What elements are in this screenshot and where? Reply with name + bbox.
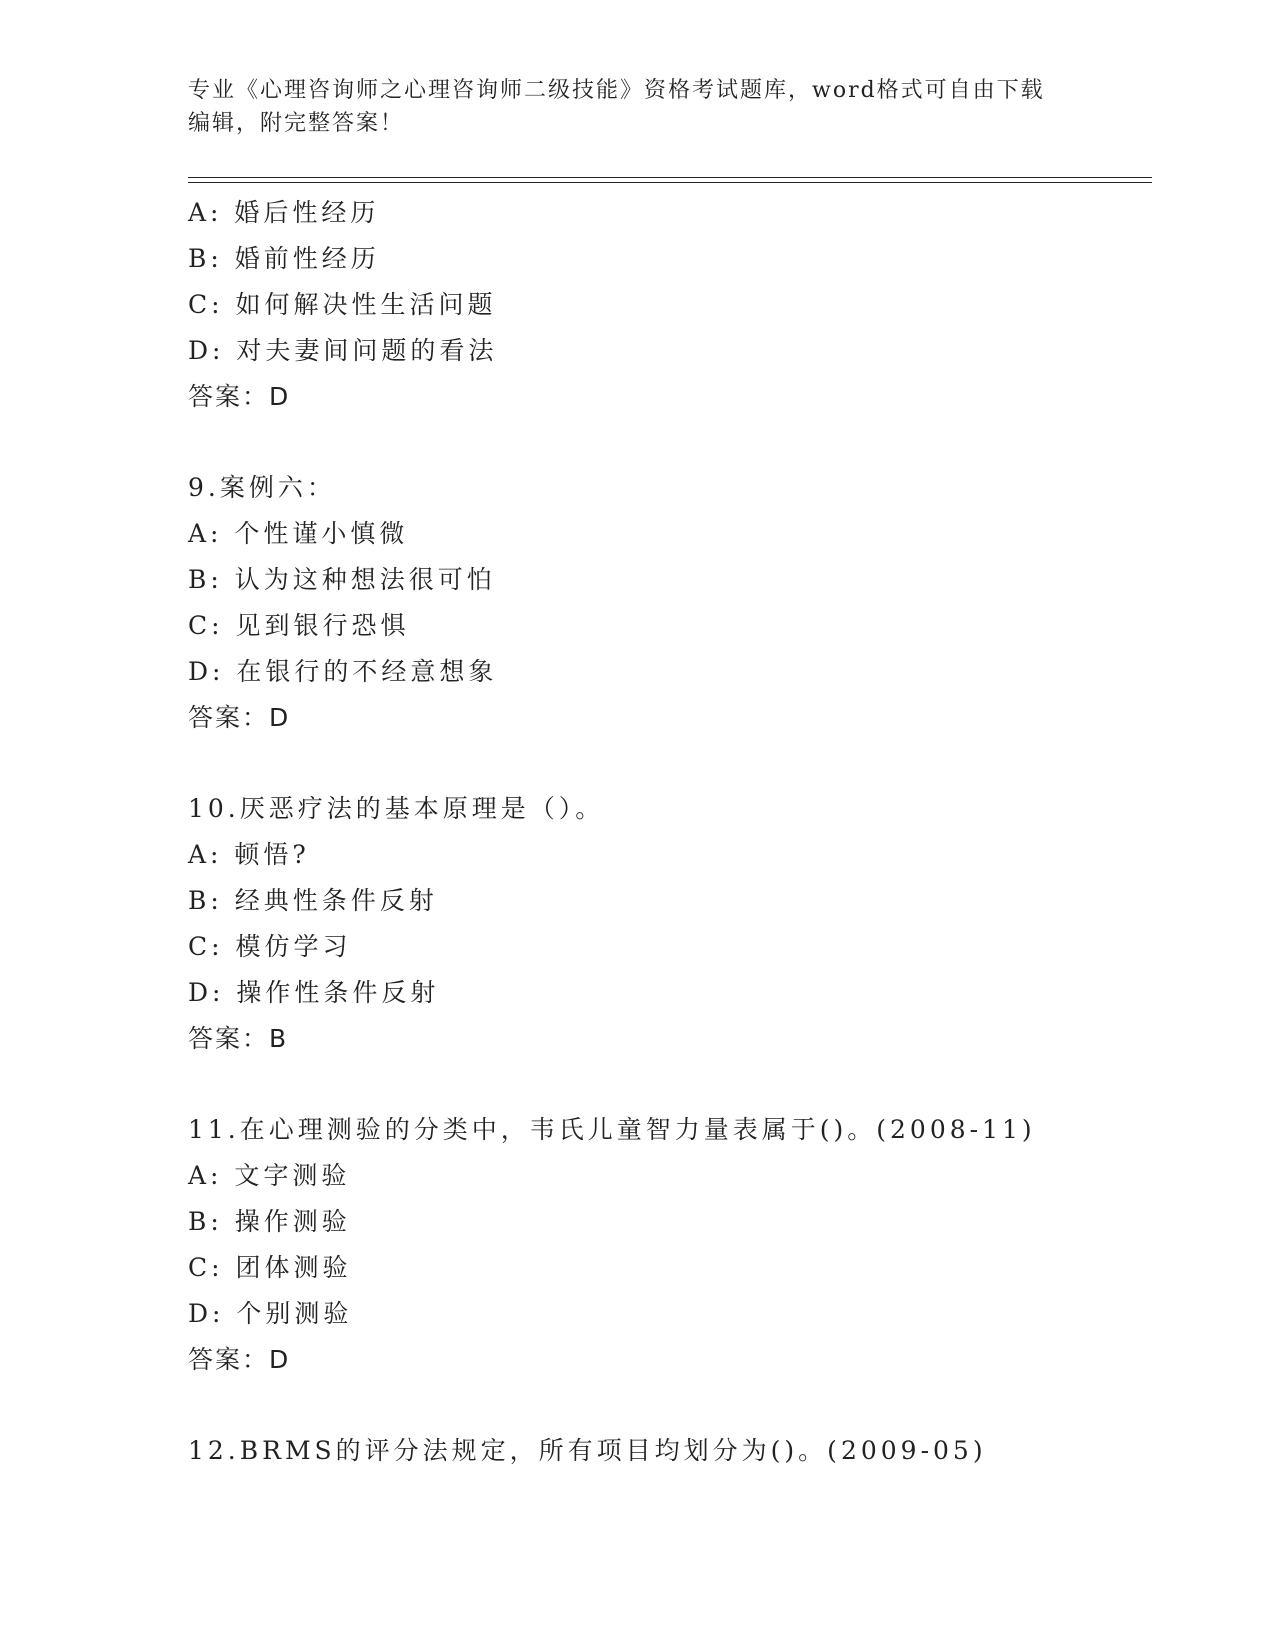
- option-d: D: 对夫妻间问题的看法: [188, 336, 498, 365]
- header-divider-top: [188, 177, 1152, 178]
- answer-line: 答案：B: [188, 1024, 289, 1053]
- option-b: B: 经典性条件反射: [188, 886, 438, 915]
- document-header: [188, 74, 1088, 140]
- option-a: A: 顿悟?: [188, 840, 310, 869]
- option-a: A: 婚后性经历: [188, 198, 380, 227]
- option-c: C: 如何解决性生活问题: [188, 290, 497, 319]
- header-line-2: 编辑，附完整答案！: [188, 111, 405, 136]
- question-10: [188, 786, 1148, 1062]
- question-title: 10.厌恶疗法的基本原理是（）。: [188, 794, 605, 823]
- answer-line: 答案：D: [188, 703, 291, 732]
- option-b: B: 婚前性经历: [188, 244, 380, 273]
- header-divider-bottom: [188, 182, 1152, 183]
- question-list: [188, 190, 1148, 1474]
- question-12: [188, 1428, 1148, 1474]
- continued-question: [188, 190, 1148, 420]
- answer-line: 答案：D: [188, 382, 291, 411]
- option-d: D: 在银行的不经意想象: [188, 657, 498, 686]
- option-c: C: 模仿学习: [188, 932, 352, 961]
- question-9: [188, 465, 1148, 741]
- option-b: B: 认为这种想法很可怕: [188, 565, 496, 594]
- option-d: D: 操作性条件反射: [188, 978, 440, 1007]
- option-b: B: 操作测验: [188, 1207, 351, 1236]
- answer-line: 答案：D: [188, 1345, 291, 1374]
- question-title: 11.在心理测验的分类中，韦氏儿童智力量表属于()。(2008-11): [188, 1115, 1036, 1144]
- option-a: A: 个性谨小慎微: [188, 519, 409, 548]
- option-a: A: 文字测验: [188, 1161, 351, 1190]
- option-d: D: 个别测验: [188, 1299, 353, 1328]
- option-c: C: 团体测验: [188, 1253, 352, 1282]
- question-title: 9.案例六：: [188, 473, 336, 502]
- option-c: C: 见到银行恐惧: [188, 611, 410, 640]
- header-line-1: 专业《心理咨询师之心理咨询师二级技能》资格考试题库，word格式可自由下载: [188, 78, 1045, 103]
- question-11: [188, 1107, 1148, 1383]
- question-title: 12.BRMS的评分法规定，所有项目均划分为()。(2009-05): [188, 1436, 987, 1465]
